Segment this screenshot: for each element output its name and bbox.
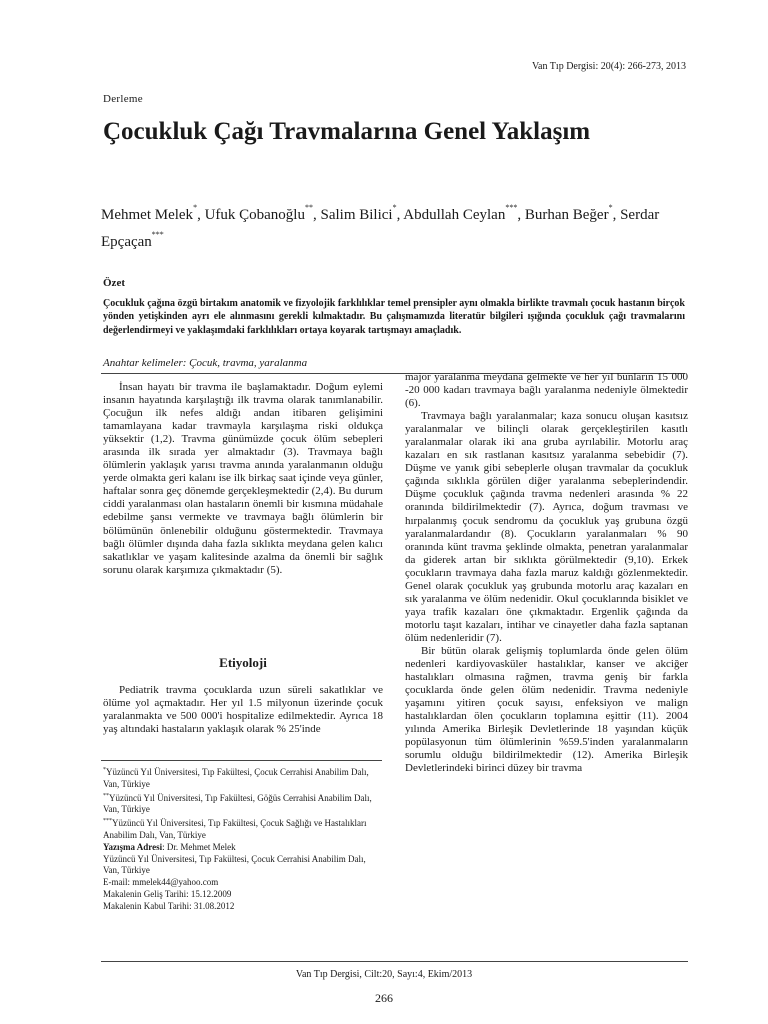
affiliation-footnote: *Yüzüncü Yıl Üniversitesi, Tıp Fakültesi, Çocuk Cerrahisi Anabilim Dalı, Van, Türkiye bbox=[103, 767, 369, 789]
correspondence: Yazışma Adresi: Dr. Mehmet Melek bbox=[103, 841, 236, 852]
body-paragraph: Bir bütün olarak gelişmiş toplumlarda önde gelen ölüm nedenleri kardiyovasküler hastalıklar, kanser ve akciğer hastalıkları olmasına rağmen, travma geniş bir farkla çocuklarda önde gelen ölüm nedenidir. Travma nedeniyle yaşamını yitiren çocuk sayısı, enfeksiyon ve malign hastalıklardan ölen çocukların toplamına eşittir (11). 2004 yılında Amerika Birleşik Devletlerinde 18 yaşından küçük popülasyonun tüm ölümlerinin %59.5'inden yaralanmaların sorumlu olduğu bildirilmektedir (12). Amerika Birleşik Devletlerindeki birinci düzey bir travma bbox=[405, 644, 688, 775]
affiliation-footnote: **Yüzüncü Yıl Üniversitesi, Tıp Fakültesi, Göğüs Cerrahisi Anabilim Dalı, Van, Türkiye bbox=[103, 792, 372, 815]
body-paragraph: Travmaya bağlı yaralanmalar; kaza sonucu oluşan kasıtsız yaralanmalar ve bilinçli olarak gerçekleştirilen kasıtlı yaralanmalar olarak iki ana gruba ayrılabilir. Motorlu araç kazaları en sık rastlanan kasıtsız yaralanma sebebidir (7). Düşme ve yanık gibi sebeplerle oluşan travmalar da çocukluk çağında sıklıkla görülen diğer yaralanma sebeplerindendir. Düşme çocukluk çağında travma nedenleri arasında % 22 oranında bildirilmektedir (7). Ayrıca, doğum travması ve hırpalanmış çocuk sendromu da çocukluk yaş grubuna özgü yaralanmalardandır (8). Çocukların yaralanmaları % 90 oranında künt travma şeklinde olmakta, penetran yaralanmalar da giderek artan bir sıklıkta görülmektedir (9,10). Erkek çocukların travmaya daha fazla maruz kaldığı gözlenmektedir. Genel olarak çocukluk yaş grubunda motorlu araç kazaları en sık yaralanma ve ölüm nedenidir. Okul çocuklarında bisiklet ve yaya trafik kazaları öne çıkmaktadır. Ergenlik çağında da motorlu taşıt kazaları, intihar ve cinayetler daha fazla saptanan ölüm nedenleridir (7). bbox=[405, 410, 688, 644]
left-column-etiyoloji bbox=[103, 684, 383, 736]
body-paragraph: İnsan hayatı bir travma ile başlamaktadır. Doğum eylemi insanın hayatında karşılaştığı ilk travma olarak tanımlanabilir. Çocuğun ilk nefes aldığı andan itibaren gelişimini tamamlayana kadar travmayla karşılaşma riski oldukça yüksektir (1,2). Travma günümüzde çocuk ölüm sebepleri arasında ilk sırada yer almaktadır (3). Travmaya bağlı ölümlerin yaklaşık yarısı travma anında yaralanmanın olduğu yerde olmakta geri kalanı ise ilk birkaç saat içinde veya günler, haftalar sonra geç dönemde gerçekleşmektedir (2,4). Bu durum ciddi yaralanması olan hastaların önemli bir kısmına müdahale edebilme şansı vermekte ve travmaya bağlı ölümlerin bir bölümünün önlenebilir olduğunu göstermektedir. Travmaya bağlı ölümler dışında daha fazla sıklıkta meydana gelen kalıcı sakatlıklar ve yaşam kalitesinde azalma da önemli bir sağlık sorunu olarak karşımıza çıkmaktadır (5). bbox=[103, 381, 383, 576]
footer-journal-reference: Van Tıp Dergisi, Cilt:20, Sayı:4, Ekim/2013 bbox=[295, 969, 473, 980]
author-name: Salim Bilici bbox=[320, 207, 393, 223]
affiliation-mark: * bbox=[193, 203, 198, 212]
author-name: Ufuk Çobanoğlu bbox=[204, 207, 305, 223]
footer-divider bbox=[101, 961, 688, 962]
affiliation-mark: * bbox=[392, 203, 397, 212]
correspondence-address: Yüzüncü Yıl Üniversitesi, Tıp Fakültesi, Çocuk Cerrahisi Anabilim Dalı, Van, Türkiye bbox=[103, 853, 366, 876]
author-name: Mehmet Melek bbox=[101, 207, 194, 223]
author-name: Serdar Epçaçan bbox=[101, 207, 660, 250]
affiliation-mark: *** bbox=[151, 230, 164, 239]
page-number: 266 bbox=[375, 991, 393, 1005]
affiliation-mark: ** bbox=[304, 203, 313, 212]
correspondence-email: E-mail: mmelek44@yahoo.com bbox=[103, 877, 219, 888]
affiliation-mark: * bbox=[608, 203, 613, 212]
affiliation-mark: *** bbox=[505, 203, 518, 212]
article-type: Derleme bbox=[103, 93, 143, 105]
left-column-intro bbox=[103, 381, 383, 577]
abstract-body: Çocukluk çağına özgü birtakım anatomik ve fizyolojik farklılıklar temel prensipler aynı olmakla birlikte travmalı çocuk hastanın birçok yönden yetişkinden ayrı ele alınmasını gerekli kılmaktadır. Bu çalışmamızda literatür bilgileri ışığında çocukluk çağı travmalarını değerlendirmeyi ve yaklaşımdaki farklılıkları ortaya koyarak tartışmayı amaçladık. bbox=[103, 298, 685, 336]
affiliation-footnote: ***Yüzüncü Yıl Üniversitesi, Tıp Fakültesi, Çocuk Sağlığı ve Hastalıkları Anabilim Dalı, Van, Türkiye bbox=[103, 818, 367, 840]
right-column bbox=[405, 371, 688, 775]
footnotes bbox=[103, 765, 383, 913]
abstract-heading: Özet bbox=[103, 277, 125, 289]
section-heading-etiyoloji: Etiyoloji bbox=[219, 655, 267, 670]
journal-reference: Van Tıp Dergisi: 20(4): 266-273, 2013 bbox=[531, 61, 686, 72]
author-list: Mehmet Melek*, Ufuk Çobanoğlu**, Salim Bilici*, Abdullah Ceylan***, Burhan Beğer*, Serdar Epçaçan*** bbox=[101, 203, 660, 250]
body-paragraph: Pediatrik travma çocuklarda uzun süreli sakatlıklar ve ölüme yol açmaktadır. Her yıl 1.5 milyonun üzerinde çocuk yaralanmakta ve 500 000'i hospitalize edilmektedir. Ayrıca 18 yaş altındaki hastaların yaklaşık olarak % 25'inde bbox=[103, 684, 383, 736]
body-paragraph: major yaralanma meydana gelmekte ve her yıl bunların 15 000 -20 000 kadarı travmaya bağlı yaralanma nedeniyle ölmektedir (6). bbox=[405, 371, 688, 410]
author-name: Burhan Beğer bbox=[524, 207, 609, 223]
author-name: Abdullah Ceylan bbox=[403, 207, 506, 223]
footnote-divider bbox=[101, 760, 382, 761]
keywords: Anahtar kelimeler: Çocuk, travma, yaralanma bbox=[103, 357, 308, 369]
accepted-date: Makalenin Kabul Tarihi: 31.08.2012 bbox=[103, 900, 235, 911]
article-title: Çocukluk Çağı Travmalarına Genel Yaklaşım bbox=[103, 118, 591, 145]
received-date: Makalenin Geliş Tarihi: 15.12.2009 bbox=[103, 888, 232, 899]
